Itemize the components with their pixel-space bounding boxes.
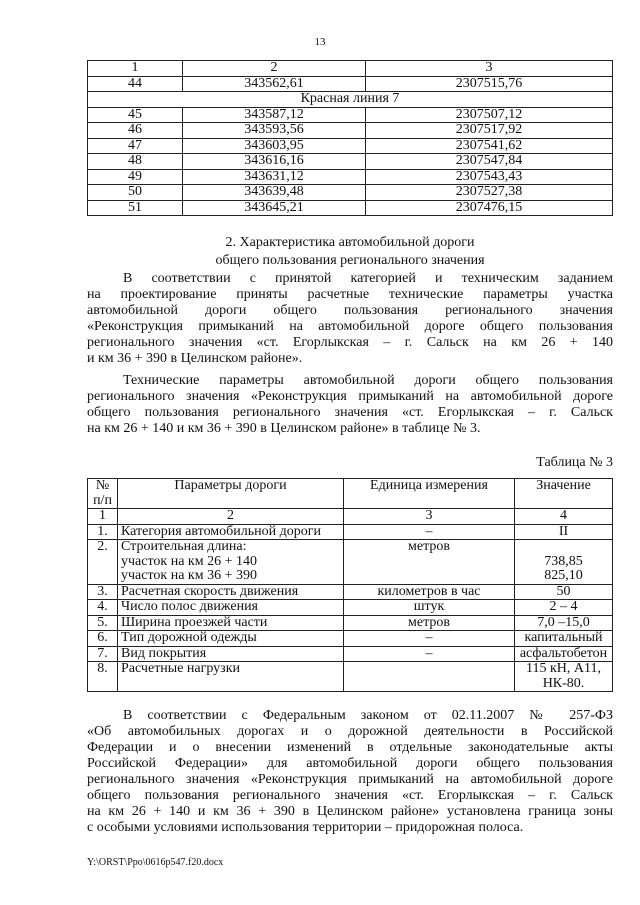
header-num: № п/п xyxy=(88,479,118,509)
table-header-row xyxy=(88,61,613,77)
table-row xyxy=(88,76,613,92)
cell: 343593,56 xyxy=(183,123,366,139)
column-number-row xyxy=(88,509,613,525)
cell: асфальтобетон xyxy=(515,646,613,662)
cell: 49 xyxy=(88,169,183,185)
cell: 2 – 4 xyxy=(515,600,613,616)
cell: 1 xyxy=(88,61,183,77)
cell: 2. xyxy=(88,540,118,585)
cell: 2307515,76 xyxy=(366,76,613,92)
cell: 2307517,92 xyxy=(366,123,613,139)
heading-line: общего пользования регионального значения xyxy=(215,253,485,268)
text-line: на км 26 + 140 и км 36 + 390 в Целинском районе» в таблице № 3. xyxy=(87,421,481,436)
text-line: и км 36 + 390 в Целинском районе». xyxy=(87,351,303,366)
text-line: Российской Федерации» для автомобильной дороги общего пользования xyxy=(87,756,613,771)
text-line: регионального значения «ст. Егорлыкская – г. Сальск на км 26 + 140 xyxy=(87,335,613,350)
cell: 343562,61 xyxy=(183,76,366,92)
cell: 2 xyxy=(183,61,366,77)
cell: 343645,21 xyxy=(183,200,366,216)
cell: капитальный xyxy=(515,631,613,647)
cell-line: 738,85 xyxy=(544,553,583,569)
table-row xyxy=(88,524,613,540)
cell: Категория автомобильной дороги xyxy=(118,524,344,540)
cell: Расчетная скорость движения xyxy=(118,584,344,600)
table-row xyxy=(88,615,613,631)
cell: 1 xyxy=(88,509,118,525)
table-caption: Таблица № 3 xyxy=(536,455,613,470)
text-line: общего пользования регионального значения «ст. Егорлыкская – г. Сальск xyxy=(87,788,613,803)
table-row xyxy=(88,138,613,154)
cell: 48 xyxy=(88,154,183,170)
table-row xyxy=(88,185,613,201)
table-row xyxy=(88,662,613,692)
text-line: В соответствии с Федеральным законом от 02.11.2007 № 257-ФЗ xyxy=(123,708,613,723)
cell: метров xyxy=(344,540,515,585)
cell: 4 xyxy=(515,509,613,525)
cell: 44 xyxy=(88,76,183,92)
text-line: на проектирование приняты расчетные технические параметры участка xyxy=(87,287,613,302)
cell: – xyxy=(344,631,515,647)
text-line: «Реконструкция примыканий на автомобильной дороге общего пользования xyxy=(87,319,613,334)
table-row xyxy=(88,600,613,616)
cell: – xyxy=(344,524,515,540)
table-row xyxy=(88,584,613,600)
cell: 2307547,84 xyxy=(366,154,613,170)
cell: метров xyxy=(344,615,515,631)
text-line: Федерации и о внесении изменений в отдельные законодательные акты xyxy=(87,740,613,755)
cell: 2307527,38 xyxy=(366,185,613,201)
cell: 2307543,43 xyxy=(366,169,613,185)
cell: Расчетные нагрузки xyxy=(118,662,344,692)
cell: 8. xyxy=(88,662,118,692)
cell: 343587,12 xyxy=(183,107,366,123)
cell: 343631,12 xyxy=(183,169,366,185)
header-value: Значение xyxy=(515,479,613,509)
cell: штук xyxy=(344,600,515,616)
cell: 2307541,62 xyxy=(366,138,613,154)
cell: Число полос движения xyxy=(118,600,344,616)
cell: 50 xyxy=(88,185,183,201)
text-line: автомобильной дороги общего пользования регионального значения xyxy=(87,303,613,318)
cell-line: Строительная длина: xyxy=(121,539,247,554)
cell: 4. xyxy=(88,600,118,616)
cell: 5. xyxy=(88,615,118,631)
cell: 343603,95 xyxy=(183,138,366,154)
page-number: 13 xyxy=(314,36,326,48)
cell: – xyxy=(344,646,515,662)
cell: 6. xyxy=(88,631,118,647)
paragraph-2 xyxy=(87,373,613,437)
cell: 1. xyxy=(88,524,118,540)
header-param: Параметры дороги xyxy=(118,479,344,509)
cell xyxy=(515,540,613,585)
road-parameters-table xyxy=(87,478,613,692)
text-line: регионального значения «Реконструкция примыканий на автомобильной дороге xyxy=(87,772,613,787)
table-row xyxy=(88,107,613,123)
cell: 3. xyxy=(88,584,118,600)
heading-line: 2. Характеристика автомобильной дороги xyxy=(225,235,475,250)
cell: 47 xyxy=(88,138,183,154)
table-header-row xyxy=(88,479,613,509)
section-heading xyxy=(87,234,613,270)
cell: 7. xyxy=(88,646,118,662)
text-line: на км 26 + 140 и км 36 + 390 в Целинском районе» установлена граница зоны xyxy=(87,804,613,819)
table-row xyxy=(88,540,613,585)
cell: 50 xyxy=(515,584,613,600)
table-row xyxy=(88,631,613,647)
paragraph-1 xyxy=(87,271,613,367)
section-title: Красная линия 7 xyxy=(88,92,613,108)
table-row xyxy=(88,169,613,185)
coordinates-table xyxy=(87,60,613,216)
cell: километров в час xyxy=(344,584,515,600)
cell: 7,0 –15,0 xyxy=(515,615,613,631)
text-line: В соответствии с принятой категорией и техническим заданием xyxy=(123,271,613,286)
cell: 45 xyxy=(88,107,183,123)
cell: 2307507,12 xyxy=(366,107,613,123)
table-row xyxy=(88,123,613,139)
text-line: «Об автомобильных дорогах и о дорожной деятельности в Российской xyxy=(87,724,613,739)
cell: 46 xyxy=(88,123,183,139)
cell: 343616,16 xyxy=(183,154,366,170)
cell: 51 xyxy=(88,200,183,216)
cell-line: участок на км 26 + 140 xyxy=(121,553,257,569)
cell xyxy=(344,662,515,692)
header-unit: Единица измерения xyxy=(344,479,515,509)
cell: 343639,48 xyxy=(183,185,366,201)
cell: Вид покрытия xyxy=(118,646,344,662)
cell: 2 xyxy=(118,509,344,525)
cell xyxy=(118,540,344,585)
table-row xyxy=(88,154,613,170)
cell: 3 xyxy=(344,509,515,525)
cell-line: участок на км 36 + 390 xyxy=(121,568,257,583)
cell: 115 кН, А11, НК-80. xyxy=(515,662,613,692)
table-row xyxy=(88,200,613,216)
paragraph-3 xyxy=(87,708,613,836)
cell: 3 xyxy=(366,61,613,77)
cell: II xyxy=(515,524,613,540)
text-line: общего пользования регионального значения «ст. Егорлыкская – г. Сальск xyxy=(87,405,613,420)
cell-line: 825,10 xyxy=(544,568,583,583)
section-row xyxy=(88,92,613,108)
text-line: с особыми условиями использования территории – придорожная полоса. xyxy=(87,820,524,835)
text-line: Технические параметры автомобильной дороги общего пользования xyxy=(123,373,613,388)
text-line: регионального значения «Реконструкция примыканий на автомобильной дороге xyxy=(87,389,613,404)
cell: 2307476,15 xyxy=(366,200,613,216)
cell: Ширина проезжей части xyxy=(118,615,344,631)
table-row xyxy=(88,646,613,662)
file-path-footer: Y:\ORST\Ppo\0616p547.f20.docx xyxy=(87,857,224,868)
cell: Тип дорожной одежды xyxy=(118,631,344,647)
